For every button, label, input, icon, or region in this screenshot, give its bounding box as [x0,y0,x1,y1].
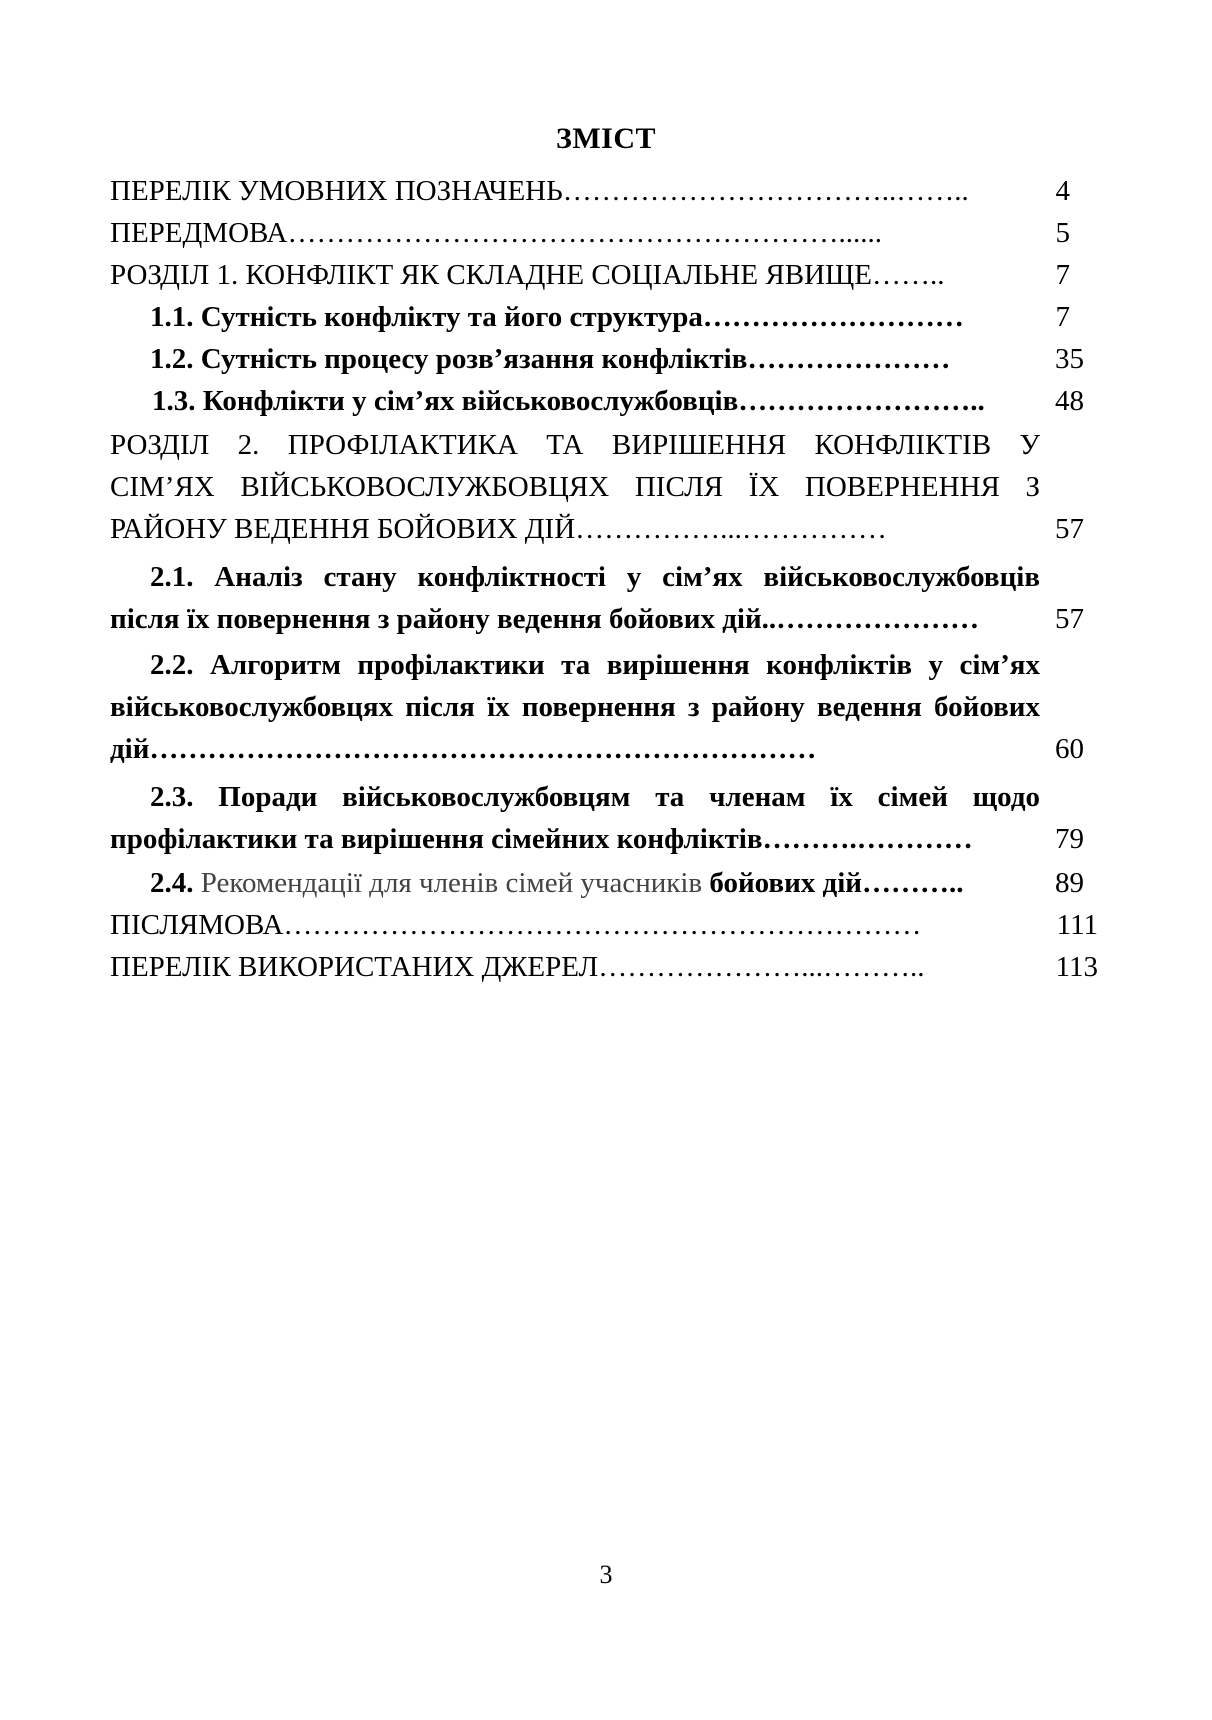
toc-entry-page: 113 [1055,951,1098,983]
toc-entry-text: РАЙОНУ ВЕДЕННЯ БОЙОВИХ ДІЙ……………...…………… [110,513,887,545]
toc-entry-text: ПЕРЕДМОВА…………………………………………………...... [110,217,882,249]
toc-entry-page: 57 [1055,603,1084,635]
toc-entry-page: 5 [1055,217,1070,249]
toc-entry-page: 79 [1055,823,1084,855]
toc-entry-text: 2.2. Алгоритм профілактики та вирішення конфліктів у сім’ях [150,649,1040,681]
toc-entry-text: 1.2. Сутність процесу розв’язання конфліктів………………… [150,343,951,375]
toc-entry-text: 2.3. Поради військовослужбовцям та членам їх сімей щодо [150,781,1040,813]
toc-entry-text: 1.1. Сутність конфлікту та його структура……………………… [150,301,964,333]
toc-entry-page: 4 [1055,175,1070,207]
toc-entry-page: 89 [1055,867,1084,899]
toc-entry-page: 7 [1055,259,1070,291]
toc-title: ЗМІСТ [556,122,656,155]
page-number: 3 [599,1560,613,1589]
toc-entry-text: 1.3. Конфлікти у сім’ях військовослужбовців…………………….. [152,385,985,417]
toc-entry-suffix: бойових дій……….. [702,867,964,899]
toc-entry-text [150,862,964,905]
toc-entry-text: 2.1. Аналіз стану конфліктності у сім’ях військовослужбовців [150,561,1040,593]
toc-entry-text: дій…………………………………………………………… [110,733,817,765]
toc-entry-prefix: 2.4. [150,867,201,899]
toc-entry-page: 7 [1055,301,1070,333]
toc-entry-text: ПЕРЕЛІК ВИКОРИСТАНИХ ДЖЕРЕЛ…………………...……….. [110,951,925,983]
toc-entry-page: 35 [1055,343,1084,375]
toc-entry-page: 57 [1055,513,1084,545]
toc-entry-text: СІМ’ЯХ ВІЙСЬКОВОСЛУЖБОВЦЯХ ПІСЛЯ ЇХ ПОВЕРНЕННЯ З [110,471,1040,503]
toc-entry-text: РОЗДІЛ 2. ПРОФІЛАКТИКА ТА ВИРІШЕННЯ КОНФЛІКТІВ У [110,429,1040,461]
toc-entry-page: 60 [1055,733,1084,765]
toc-entry-highlight: Рекомендації для членів сімей учасників [200,867,703,899]
toc-entry-text: ПЕРЕЛІК УМОВНИХ ПОЗНАЧЕНЬ……………………………..…….. [110,175,969,207]
toc-entry-page: 111 [1056,909,1098,941]
toc-entry-text: після їх повернення з району ведення бойових дій..………………… [110,603,980,635]
toc-entry-text: профілактики та вирішення сімейних конфліктів……….………… [110,823,973,855]
toc-entry-text: РОЗДІЛ 1. КОНФЛІКТ ЯК СКЛАДНЕ СОЦІАЛЬНЕ ЯВИЩЕ…….. [110,259,945,291]
toc-entry-text: військовослужбовцях після їх повернення з району ведення бойових [110,691,1040,723]
toc-entry-text: ПІСЛЯМОВА………………………………………………………… [110,909,922,941]
toc-entry-page: 48 [1055,385,1084,417]
